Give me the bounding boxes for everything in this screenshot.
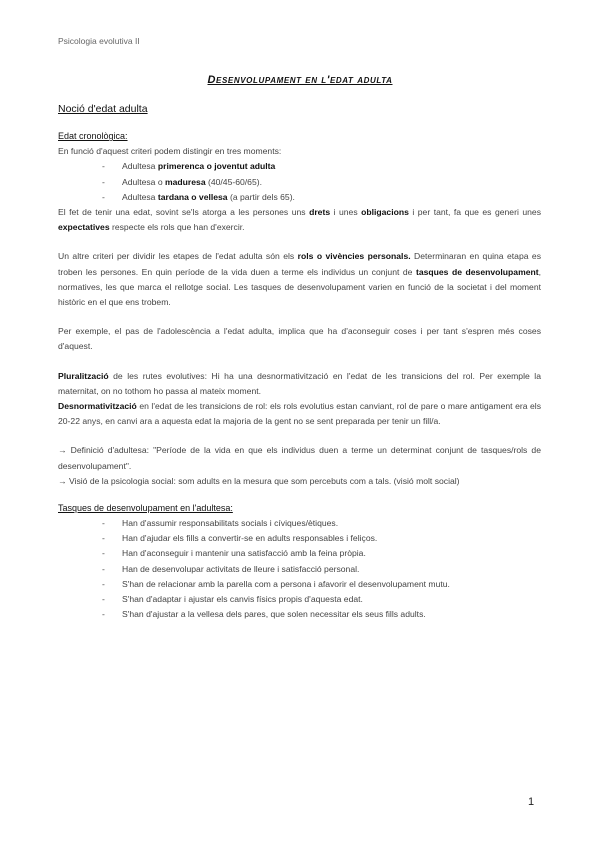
- document-title: Desenvolupament en l'edat adulta: [207, 74, 393, 86]
- list-item: - S'han d'ajustar a la vellesa dels pares, que solen necessitar els seus fills adults.: [102, 607, 541, 622]
- section-heading: Noció d'edat adulta: [58, 103, 148, 115]
- pluralitzacio-paragraph: Pluralització de les rutes evolutives: Hi ha una desnormativització en l'edat de les transicions del rol. Per exemple la maternitat, on no tothom ho passa al mateix moment.: [58, 370, 541, 396]
- document-body: [58, 102, 541, 622]
- rols-paragraph: Un altre criteri per dividir les etapes de l'edat adulta són els rols o vivències personals. Determinaran en quina etapa es troben les persones. En quin període de la vida duen a terme els individus un conjunt de tasques de desenvolupament, normatives, les que marca el rellotge social. Les tasques de desenvolupament varien en funció de la societat i del moment històric en el que ens trobem.: [58, 251, 542, 308]
- list-item: - Adultesa primerenca o joventut adulta: [102, 159, 541, 174]
- desnormativitzacio-paragraph: Desnormativització en l'edat de les transicions de rol: els rols evolutius estan canviant, rol de pare o mare antigament era els 20-22 anys, en canvi ara a aquesta edat la majoria de la gent no se sent preparada per tenir un fill/a.: [58, 401, 541, 427]
- list-item: - Han de desenvolupar activitats de lleure i satisfacció personal.: [102, 562, 541, 577]
- list-item: - S'han de relacionar amb la parella com a persona i afavorir el desenvolupament mutu.: [102, 577, 541, 592]
- list-item: - Han d'assumir responsabilitats socials i cíviques/ètiques.: [102, 516, 541, 531]
- cronologica-heading: Edat cronològica:: [58, 131, 128, 142]
- list-item: - S'han d'adaptar i ajustar els canvis físics propis d'aquesta edat.: [102, 592, 541, 607]
- definicio-adultesa: → Definició d'adultesa: "Període de la vida en que els individus duen a terme un determinat conjunt de tasques/rols de desenvolupament".: [58, 445, 541, 471]
- list-item: - Han d'aconseguir i mantenir una satisfacció amb la feina pròpia.: [102, 546, 541, 561]
- tasques-heading: Tasques de desenvolupament en l'adultesa:: [58, 503, 233, 514]
- visio-psicologia-social: → Visió de la psicologia social: som adults en la mesura que som percebuts com a tals. (visió molt social): [58, 475, 460, 486]
- page-number: 1: [528, 796, 535, 808]
- tasques-list: [58, 516, 541, 622]
- cronologica-intro: En funció d'aquest criteri podem distingir en tres moments:: [58, 146, 282, 157]
- list-item: - Han d'ajudar els fills a convertir-se en adults responsables i feliços.: [102, 531, 541, 546]
- list-item: - Adultesa o maduresa (40/45-60/65).: [102, 175, 541, 190]
- cronologica-paragraph: El fet de tenir una edat, sovint se'ls atorga a les persones uns drets i unes obligacions i per tant, fa que es generi unes expectatives respecte els rols que han d'exercir.: [58, 207, 541, 233]
- page-header: Psicologia evolutiva II: [58, 36, 140, 46]
- list-item: - Adultesa tardana o vellesa (a partir dels 65).: [102, 190, 541, 205]
- exemple-paragraph: Per exemple, el pas de l'adolescència a l'edat adulta, implica que ha d'aconseguir coses i per tant s'espren més coses d'aquest.: [58, 326, 541, 352]
- cronologica-list: [58, 159, 541, 205]
